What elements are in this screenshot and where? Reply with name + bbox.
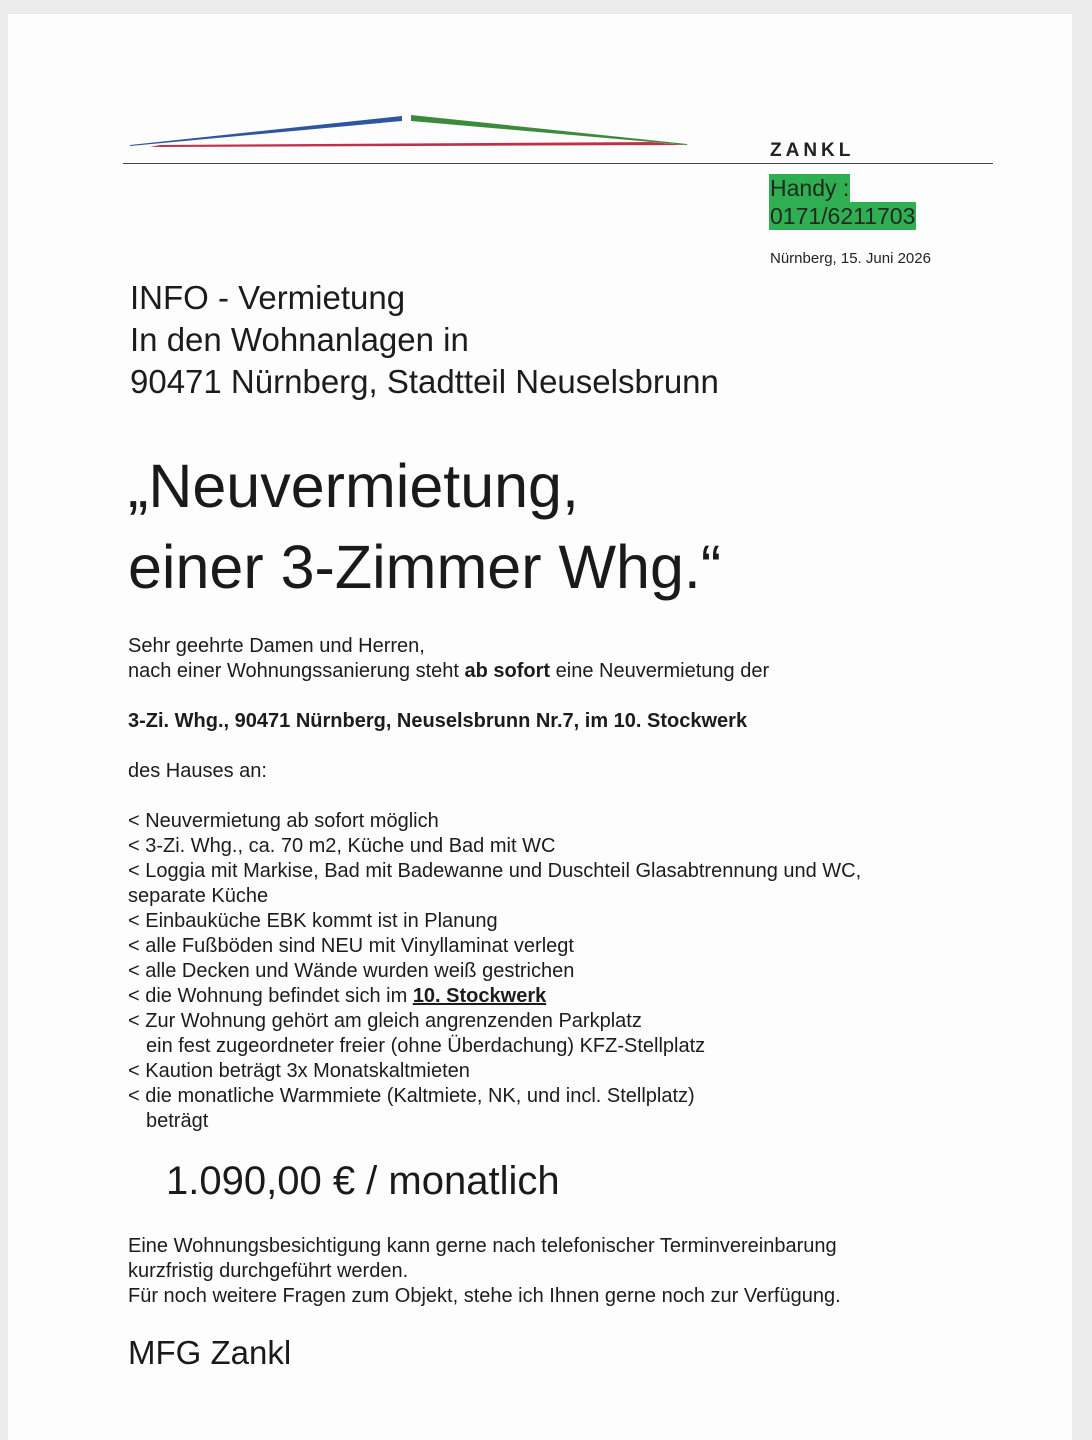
feature-item: < alle Decken und Wände wurden weiß gestrichen: [128, 960, 575, 982]
rent-price: 1.090,00 € / monatlich: [166, 1159, 560, 1203]
feature-item-cont: separate Küche: [128, 885, 269, 907]
brand-name: ZANKL: [770, 140, 855, 161]
feature-item: < Einbauküche EBK kommt ist in Planung: [128, 910, 498, 932]
intro-text-post: eine Neuvermietung der: [550, 660, 770, 682]
logo-red-stroke: [150, 142, 686, 147]
closing-line-3: Für noch weitere Fragen zum Objekt, stehe ich Ihnen gerne noch zur Verfügung.: [128, 1285, 841, 1307]
floor-underlined: 10. Stockwerk: [412, 985, 547, 1007]
feature-item: < Zur Wohnung gehört am gleich angrenzenden Parkplatz: [128, 1010, 642, 1032]
info-line-2: In den Wohnanlagen in: [130, 321, 469, 358]
handy-number: 0171/6211703: [770, 203, 916, 229]
intro-text-pre: nach einer Wohnungssanierung steht: [128, 660, 465, 682]
header-rule: [123, 163, 993, 164]
feature-item: < Loggia mit Markise, Bad mit Badewanne und Duschteil Glasabtrennung und WC,: [128, 860, 862, 882]
feature-item: < Neuvermietung ab sofort möglich: [128, 810, 439, 832]
feature-item: [128, 984, 861, 1009]
headline-line-2: einer 3-Zimmer Whg.“: [128, 533, 722, 601]
document-page: [8, 14, 1072, 1440]
intro-paragraph: [128, 634, 769, 684]
closing-paragraph: [128, 1234, 841, 1309]
feature-item-cont: beträgt: [146, 1110, 209, 1132]
logo-green-stroke: [411, 115, 687, 145]
signature: MFG Zankl: [128, 1334, 292, 1371]
roof-logo: [130, 98, 692, 148]
closing-line-1: Eine Wohnungsbesichtigung kann gerne nach telefonischer Terminvereinbarung: [128, 1235, 837, 1257]
logo-blue-stroke: [130, 116, 402, 146]
feature-item: < Kaution beträgt 3x Monatskaltmieten: [128, 1060, 470, 1082]
feature-item: < alle Fußböden sind NEU mit Vinyllaminat verlegt: [128, 935, 574, 957]
feature-item-cont: ein fest zugeordneter freier (ohne Überdachung) KFZ-Stellplatz: [146, 1035, 706, 1057]
apartment-address: [128, 709, 747, 734]
headline-line-1: „Neuvermietung,: [128, 452, 579, 520]
intro-bold: ab sofort: [464, 660, 551, 682]
headline: [128, 446, 721, 608]
house-line: des Hauses an:: [128, 760, 267, 782]
feature-text: < die Wohnung befindet sich im: [128, 985, 413, 1007]
closing-line-2: kurzfristig durchgeführt werden.: [128, 1260, 409, 1282]
feature-list: [128, 809, 861, 1134]
feature-item: < die monatliche Warmmiete (Kaltmiete, NK, und incl. Stellplatz): [128, 1085, 695, 1107]
intro-line: [128, 659, 769, 684]
address-text: 3-Zi. Whg., 90471 Nürnberg, Neuselsbrunn Nr.7, im 10. Stockwerk: [128, 710, 748, 732]
handy-block: [769, 174, 916, 230]
letter-date: Nürnberg, 15. Juni 2026: [770, 250, 931, 267]
handy-label: Handy :: [770, 175, 850, 201]
greeting: Sehr geehrte Damen und Herren,: [128, 635, 425, 657]
info-line-3: 90471 Nürnberg, Stadtteil Neuselsbrunn: [130, 363, 719, 400]
info-line-1: INFO - Vermietung: [130, 279, 406, 316]
feature-item: < 3-Zi. Whg., ca. 70 m2, Küche und Bad mit WC: [128, 835, 556, 857]
info-block: [130, 277, 719, 403]
